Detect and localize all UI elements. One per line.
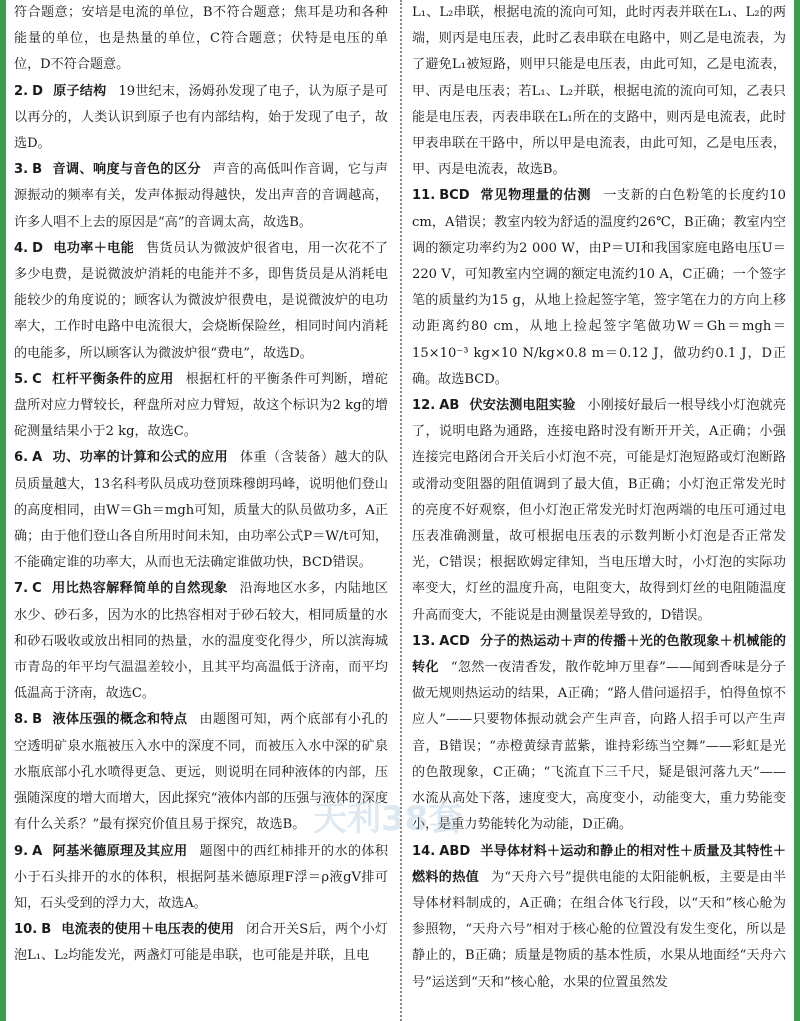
- item-number: 6.: [14, 450, 29, 466]
- answer-item: [14, 839, 388, 918]
- item-explanation: “忽然一夜清香发，散作乾坤万里春”——闻到香味是分子做无规则热运动的结果，A正确；“路人借问遥招手，怕得鱼惊不应人”——只要物体振动就会产生声音，向路人招手可以产生声音，B错误；“赤橙黄绿青蓝紫，谁持彩练当空舞”——彩虹是光的色散现象，C正确；“飞流直下三千尺，疑是银河落九天”——水流从高处下落，速度变大，高度变小，动能变大，重力势能变小，是重力势能转化为动能，D正确。: [412, 660, 786, 833]
- answer-item: [412, 839, 786, 996]
- item-number: 13.: [412, 633, 436, 649]
- item-answer: B: [32, 162, 43, 178]
- answer-item: [412, 393, 786, 629]
- item-explanation: 为“天舟六号”提供电能的太阳能帆板，主要是由半导体材料制成的，A正确；在组合体飞行段，以“天和”核心舱为参照物，“天舟六号”相对于核心舱的位置没有发生变化，所以是静止的，B正确；质量是物质的基本性质，水果从地面经“天舟六号”运送到“天和”核心舱，水果的位置虽然发: [412, 869, 786, 990]
- item-answer: AB: [439, 398, 460, 414]
- item-topic: 阿基米德原理及其应用: [52, 843, 188, 859]
- right-edge-stripe: [794, 0, 800, 1021]
- item-number: 3.: [14, 162, 29, 178]
- item-topic: 电流表的使用＋电压表的使用: [61, 922, 235, 938]
- answer-item: [14, 576, 388, 707]
- item-topic: 分子的热运动＋声的传播＋光的色散现象＋机械能的转化: [412, 633, 786, 676]
- item-answer: D: [32, 83, 43, 99]
- answer-item: [14, 79, 388, 158]
- item-number: 8.: [14, 712, 29, 728]
- item-explanation: 闭合开关S后，两个小灯泡L₁、L₂均能发光，两盏灯可能是串联，也可能是并联，且电: [14, 922, 388, 964]
- item-topic: 音调、响度与音色的区分: [52, 162, 201, 178]
- answer-item: [14, 917, 388, 969]
- answer-item: [14, 157, 388, 236]
- item-number: 12.: [412, 398, 436, 414]
- item-topic: 电功率＋电能: [52, 240, 135, 256]
- item-answer: ABD: [439, 843, 471, 859]
- item-explanation: 一支新的白色粉笔的长度约10 cm，A错误；教室内较为舒适的温度约26℃，B正确；教室内空调的额定功率约为2 000 W，由P＝UI和我国家庭电路电压U＝220 V，可知教室内空调的额定电流约10 A，C正确；一个签字笔的质量约为15 g，从地上捡起签字笔，签字笔在力的方向上移动距离约80 cm，从地上捡起签字笔做功W＝Gh＝mgh＝15×10⁻³ kg×10 N/kg×0.8 m＝0.12 J，做功约0.1 J，D正确。故选BCD。: [412, 188, 786, 387]
- item-explanation: 由题图可知，两个底部有小孔的空透明矿泉水瓶被压入水中的深度不同，而被压入水中深的矿泉水瓶底部小孔水喷得更急、更远，则说明在同种液体的内部，压强随深度的增大而增大，因此探究“液体内部的压强与液体的深度有什么关系？”最有探究价值且易于探究，故选B。: [14, 712, 389, 833]
- left-edge-stripe: [0, 0, 6, 1021]
- column-divider: [400, 0, 402, 1021]
- item-topic: 功、功率的计算和公式的应用: [52, 450, 229, 466]
- answer-item: [14, 236, 388, 367]
- continued-text-body: 符合题意；安培是电流的单位，B不符合题意；焦耳是功和各种能量的单位，也是热量的单位，C符合题意；伏特是电压的单位，D不符合题意。: [14, 5, 388, 73]
- item-number: 9.: [14, 843, 29, 859]
- item-topic: 用比热容解释简单的自然现象: [51, 581, 228, 597]
- watermark-text: 天利38套: [313, 799, 463, 839]
- continued-text: [412, 0, 786, 183]
- item-explanation: 沿海地区水多，内陆地区水少、砂石多，因为水的比热容相对于砂石较大，相同质量的水和砂石吸收或放出相同的热量，水的温度变化得少，所以滨海城市青岛的年平均气温温差较小，且其平均高温低于济南，而平均低温高于济南，故选C。: [14, 581, 389, 702]
- item-topic: 杠杆平衡条件的应用: [51, 371, 174, 387]
- item-topic: 半导体材料＋运动和静止的相对性＋质量及其特性＋燃料的热值: [412, 843, 786, 885]
- answer-item: [14, 367, 388, 446]
- item-number: 10.: [14, 922, 38, 938]
- answer-item: [14, 445, 388, 576]
- left-column: [14, 0, 398, 1021]
- item-topic: 原子结构: [52, 83, 107, 99]
- item-topic: 伏安法测电阻实验: [469, 398, 576, 414]
- item-answer: B: [41, 922, 52, 938]
- right-column: [404, 0, 786, 1021]
- item-topic: 液体压强的概念和特点: [52, 712, 188, 728]
- item-explanation: 售货员认为微波炉很省电，用一次花不了多少电费，是说微波炉消耗的电能并不多，即售货员是从消耗电能较少的角度说的；顾客认为微波炉很费电，是说微波炉的电功率大，工作时电路中电流很大，会烧断保险丝，相同时间内消耗的电能多，所以顾客认为微波炉很“费电”，故选D。: [14, 240, 389, 361]
- item-explanation: 题图中的西红柿排开的水的体积小于石头排开的水的体积，根据阿基米德原理F浮＝ρ液gV排可知，石头受到的浮力大，故选A。: [14, 843, 389, 911]
- item-answer: A: [32, 450, 43, 466]
- item-number: 14.: [412, 843, 436, 859]
- item-answer: BCD: [439, 188, 470, 204]
- item-explanation: 19世纪末，汤姆孙发现了电子，认为原子是可以再分的，人类认识到原子也有内部结构，始于发现了电子，故选D。: [14, 83, 388, 152]
- answer-item: [412, 629, 786, 839]
- item-answer: C: [32, 581, 42, 597]
- item-number: 4.: [14, 240, 29, 256]
- continued-text-body: L₁、L₂串联，根据电流的流向可知，此时丙表并联在L₁、L₂的两端，则丙是电压表，此时乙表串联在电路中，则乙是电流表，为了避免L₁被短路，则甲只能是电压表，由此可知，乙是电流表，甲、丙是电压表；若L₁、L₂并联，根据电流的流向可知，乙表只能是电压表，丙表串联在L₁所在的支路中，则丙是电流表，此时甲表串联在干路中，所以甲是电流表，由此可知，乙是电压表，甲、丙是电流表，故选B。: [412, 5, 786, 178]
- item-answer: D: [32, 240, 43, 256]
- item-explanation: 体重（含装备）越大的队员质量越大，13名科考队员成功登顶珠穆朗玛峰，说明他们登山的高度相同，由W＝Gh＝mgh可知，质量大的队员做功多，A正确；由于他们登山各自所用时间未知，由功率公式P＝W/t可知，不能确定谁的功率大，从而也无法确定谁做功快，BCD错误。: [14, 450, 389, 571]
- item-answer: ACD: [439, 633, 470, 649]
- answer-page: [14, 0, 786, 1021]
- item-answer: C: [32, 371, 42, 387]
- item-number: 2.: [14, 83, 29, 99]
- item-number: 7.: [14, 581, 29, 597]
- item-explanation: 声音的高低叫作音调，它与声源振动的频率有关，发声体振动得越快，发出声音的音调越高，许多人唱不上去的原因是“高”的音调太高，故选B。: [14, 162, 389, 230]
- continued-text: [14, 0, 388, 79]
- item-topic: 常见物理量的估测: [479, 188, 592, 204]
- item-answer: A: [32, 843, 43, 859]
- answer-item: [412, 183, 786, 393]
- item-explanation: 根据杠杆的平衡条件可判断，增砣盘所对应力臂较长，秤盘所对应力臂短，故这个标识为2 kg的增砣测量结果小于2 kg，故选C。: [14, 371, 389, 440]
- item-explanation: 小刚接好最后一根导线小灯泡就亮了，说明电路为通路，连接电路时没有断开开关，A正确；小强连接完电路闭合开关后小灯泡不亮，可能是灯泡短路或灯泡断路或滑动变阻器的阻值调到了最大值，B正确；小灯泡正常发光时的亮度不好观察，但小灯泡正常发光时灯泡两端的电压可通过电压表准确测量，故可根据电压表的示数判断小灯泡是否正常发光，C错误；根据欧姆定律知，当电压增大时，小灯泡的实际功率变大，灯丝的温度升高，电阻变大，故得到灯丝的电阻随温度升高而变大，不能说是由测量误差导致的，D错误。: [412, 398, 786, 623]
- item-number: 11.: [412, 188, 436, 204]
- answer-item: [14, 707, 388, 838]
- item-answer: B: [32, 712, 43, 728]
- item-number: 5.: [14, 371, 29, 387]
